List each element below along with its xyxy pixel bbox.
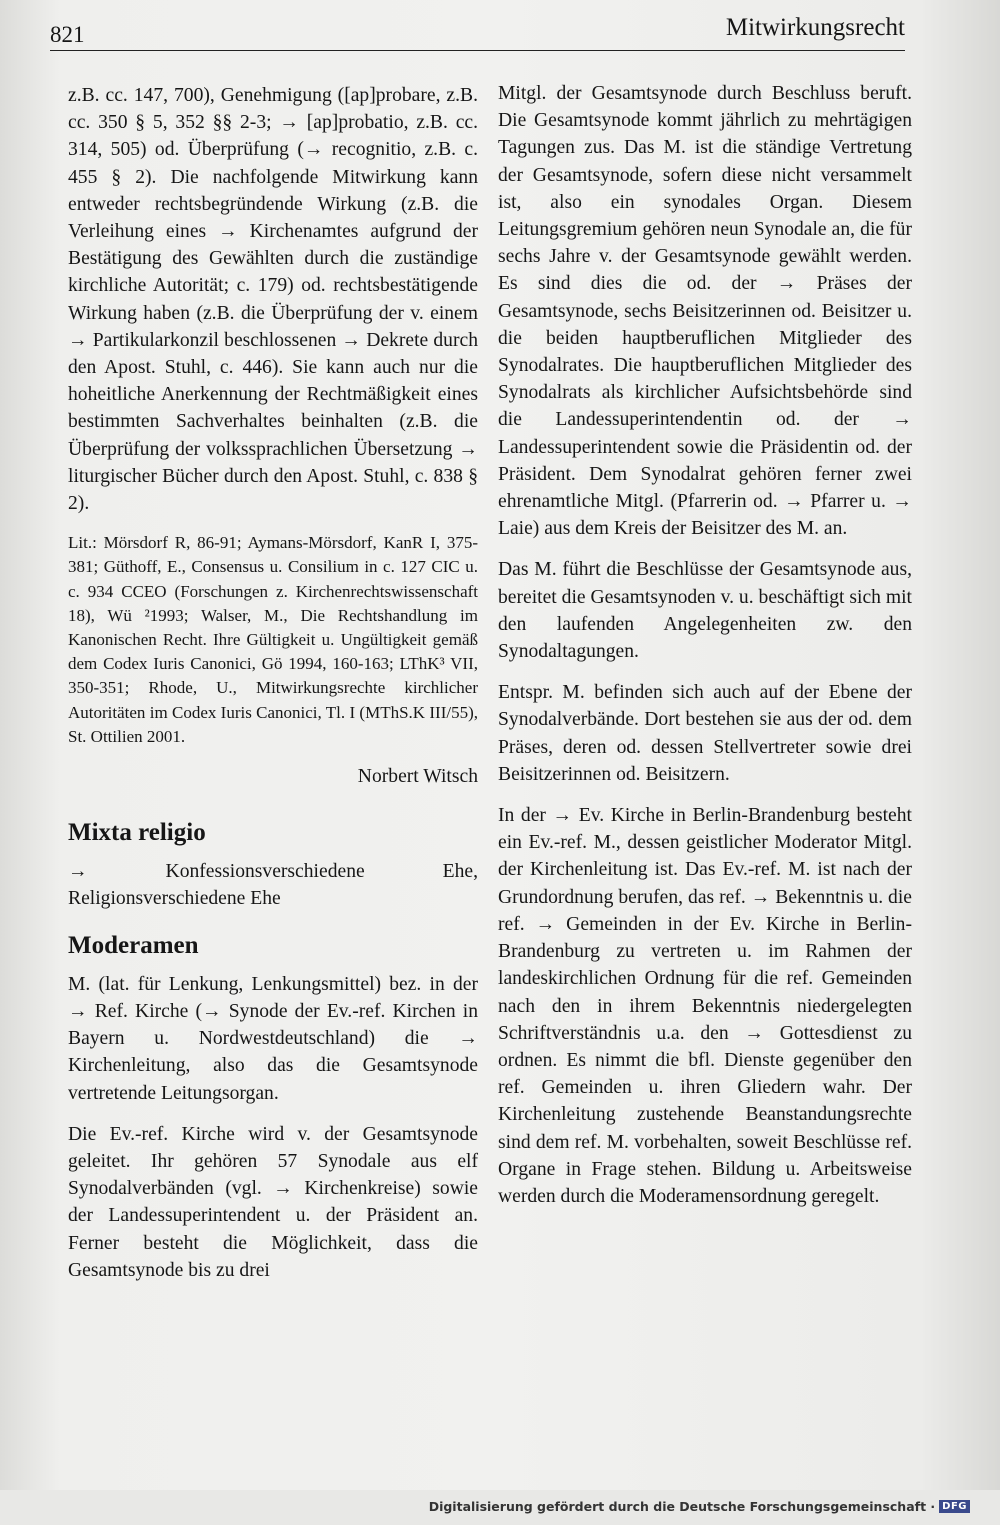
running-head: Mitwirkungsrecht [725,14,905,41]
right-column [498,80,912,1224]
paragraph: Entspr. M. befinden sich auch auf der Ebene der Synodalverbände. Dort bestehen sie aus der od. dem Präses, deren od. dessen Stellvertreter sowie drei Beisitzerinnen od. Beisitzern. [498,682,912,785]
paragraph: In der → Ev. Kirche in Berlin-Brandenburg besteht ein Ev.-ref. M., dessen geistlicher Moderator Mitgl. der Kirchenleitung ist. Das Ev.-ref. M. ist nach der Grundordnung berufen, das ref. → Bekenntnis u. die ref. → Gemeinden in der Ev. Kirche in Berlin-Brandenburg zu vertreten u. im Rahmen der landeskirchlichen Ordnung für die ref. Gemeinden nach den in ihrem Bekenntnis niedergelegten Schriftverständnis u.a. den → Gottesdienst zu ordnen. Es nimmt die bfl. Dienste gegenüber den ref. Gemeinden u. ihren Gliedern wahr. Der Kirchenleitung zustehende Beanstandungsrechte sind dem ref. M. vorbehalten, soweit Beschlüsse ref. Organe in Frage stehen. Bildung u. Arbeitsweise werden durch die Moderamensordnung geregelt. [498,805,912,1207]
paragraph: z.B. cc. 147, 700), Genehmigung ([ap]probare, z.B. cc. 350 § 5, 352 §§ 2-3; → [ap]probatio, z.B. cc. 314, 505) od. Überprüfung (→ recognitio, z.B. c. 455 § 2). Die nachfolgende Mitwirkung kann entweder rechtsbegründende Wirkung (z.B. die Verleihung eines → Kirchenamtes aufgrund der Bestätigung des Gewählten durch die zuständige kirchliche Autorität; c. 179) od. rechtsbestätigende Wirkung haben (z.B. die Überprüfung der v. einem → Partikularkonzil beschlossenen → Dekrete durch den Apost. Stuhl, c. 446). Sie kann auch nur die hoheitliche Anerkennung der Rechtmäßigkeit eines bestimmten Sachverhaltes beinhalten (z.B. die Überprüfung der volkssprachlichen Übersetzung → liturgischer Bücher durch den Apost. Stuhl, c. 838 § 2). [68,85,478,515]
author-signature: Norbert Witsch [357,766,478,788]
footer-text: Digitalisierung gefördert durch die Deutsche Forschungsgemeinschaft · [428,1499,936,1514]
paragraph: Das M. führt die Beschlüsse der Gesamtsynode aus, bereitet die Gesamtsynoden v. u. beschäftigt sich mit den laufenden Angelegenheiten zw. den Synodaltagungen. [498,559,912,663]
literature-list: Lit.: Mörsdorf R, 86-91; Aymans-Mörsdorf, KanR I, 375-381; Güthoff, E., Consensus u. Consilium in c. 127 CIC u. c. 934 CCEO (Forschungen z. Kirchenrechtswissenschaft 18), Wü ²1993; Walser, M., Die Rechtshandlung im Kanonischen Recht. Ihre Gültigkeit u. Ungültigkeit gemäß dem Codex Iuris Canonici, Gö 1994, 160-163; LThK³ VII, 350-351; Rhode, U., Mitwirkungsrechte kirchlicher Autoritäten im Codex Iuris Canonici, Tl. I (MThS.K III/55), St. Ottilien 2001. [68,533,478,746]
paragraph: Mitgl. der Gesamtsynode durch Beschluss beruft. Die Gesamtsynode kommt jährlich zu mehrtägigen Tagungen zus. Das M. ist die ständige Vertretung der Gesamtsynode, sofern diese nicht versammelt ist, also ein synodales Organ. Diesem Leitungsgremium gehören neun Synodale an, die für sechs Jahre v. der Gesamtsynode gewählt werden. Es sind dies die od. der → Präses der Gesamtsynode, sechs Beisitzerinnen od. Beisitzer u. die beiden hauptberuflichen Mitglieder des Synodalrates. Die hauptberuflichen Mitglieder des Synodalrats als kirchlicher Aufsichtsbehörde sind die Landessuperintendentin od. der → Landessuperintendent sowie die Präsidentin od. der Präsident. Dem Synodalrat gehören ferner zwei ehrenamtliche Mitgl. (Pfarrerin od. → Pfarrer u. → Laie) aus dem Kreis der Beisitzer des M. an. [498,83,912,540]
left-column [68,82,478,1298]
paragraph: Die Ev.-ref. Kirche wird v. der Gesamtsynode geleitet. Ihr gehören 57 Synodale aus elf Synodalverbänden (vgl. → Kirchenkreise) sowie der Landessuperintendent u. der Präsident an. Ferner besteht die Möglichkeit, dass die Gesamtsynode bis zu drei [68,1123,478,1281]
header-rule [50,50,905,51]
dfg-logo: DFG [939,1500,970,1513]
paragraph: M. (lat. für Lenkung, Lenkungsmittel) bez. in der → Ref. Kirche (→ Synode der Ev.-ref. Kirchen in Bayern u. Nordwestdeutschland) die → Kirchenleitung, also das die Gesamtsynode vertretende Leitungsorgan. [68,973,478,1104]
entry-heading-mixta-religio: Mixta religio [68,819,206,847]
entry-heading-moderamen: Moderamen [68,931,199,959]
page-number: 821 [50,22,85,47]
cross-reference: → Konfessionsverschiedene Ehe, Religionsverschiedene Ehe [68,861,478,910]
digitization-footer [429,1499,970,1514]
